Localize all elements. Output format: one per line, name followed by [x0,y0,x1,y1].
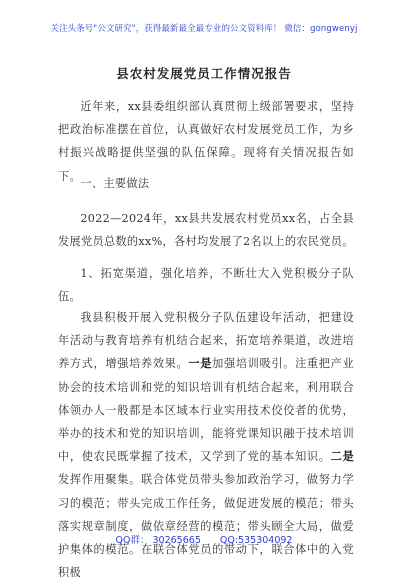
footer-contact [0,532,408,546]
detail-a: 我县积极开展入党积极分子队伍建设年活动，把建设年活动与教育培养有机结合起来，拓宽培养渠道，改进培养方式，增强培养效果。 [58,311,354,371]
section-heading [58,172,354,195]
footer-qq: QQ:535304092 [219,535,293,546]
intro-text: 近年来，xx县委组织部认真贯彻上级部署要求，坚持把政治标准摆在首位，认真做好农村发展党员工作，为乡村振兴战略提供坚强的队伍保障。现将有关情况报告如下。 [58,100,354,183]
detail-c: 发挥作用聚集。联合体党员带头参加政治学习，做努力学习的模范；带头完成工作任务，做促进发展的模范；带头落实规章制度，做依章经营的模范；带头顾全大局，做爱护集体的模范。在联合体党员的带动下，联合体中的入党积极 [58,473,354,580]
header-note: 关注头条号"公文研究"，获得最新最全最专业的公文资料库！ 微信：gongwenyj [50,23,358,33]
section1-text: 一、主要做法 [80,177,150,190]
stats-text: 2022—2024年，xx县共发展农村党员xx名，占全县发展党员总数的xx%，各村均发展了2名以上的农民党员。 [58,212,354,249]
page-title: 县农村发展党员工作情况报告 [116,66,292,81]
item1-text: 1、拓宽渠道，强化培养，不断壮大入党积极分子队伍。 [58,267,354,304]
bold-marker-2: 二是 [330,449,354,464]
stats-paragraph [58,207,354,253]
detail-b: 加强培训吸引。注重把产业协会的技术培训和党的知识培训有机结合起来，利用联合体领办人一般都是本区域本行业实用技术佼佼者的优势，举办的技术和党的知识培训，能将党课知识融于技术培训中，使农民既掌握了技术，又学到了党的基本知识。 [58,357,354,464]
bold-marker-1: 一是 [188,356,213,371]
item-heading [58,262,354,308]
footer-qq-group: QQ群： 30265665 [115,535,201,546]
